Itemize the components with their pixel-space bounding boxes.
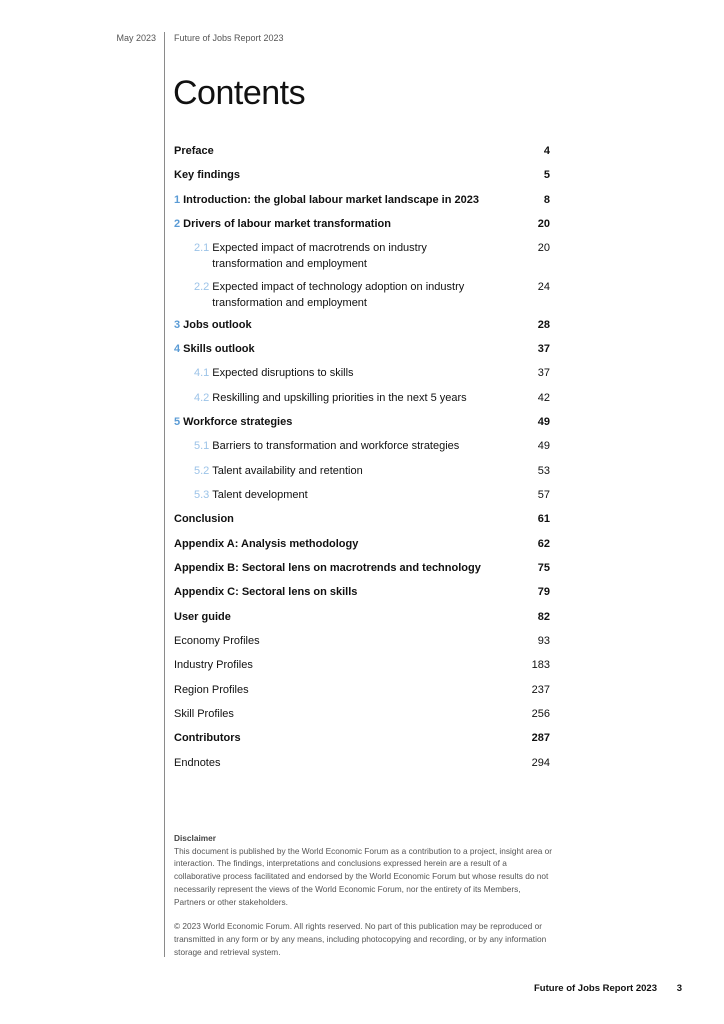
toc-entry-text: Reskilling and upskilling priorities in the next 5 years [212,392,467,404]
toc-entry-label [174,730,241,746]
toc-entry-page: 75 [537,562,550,574]
toc-entry-label [174,706,234,722]
toc-entry[interactable] [174,279,550,311]
toc-entry-number: 4.2 [194,392,210,404]
toc-entry-label [174,609,231,625]
toc-entry-number: 4.1 [194,367,210,379]
toc-entry-label [174,560,481,576]
toc-entry[interactable] [174,609,550,625]
toc-entry-text: Key findings [174,169,241,181]
toc-entry-label [194,240,494,272]
toc-entry-text: Appendix A: Analysis methodology [174,538,359,550]
toc-entry-number: 5 [174,416,181,428]
toc-entry-page: 82 [537,611,550,623]
toc-entry-page: 93 [537,635,550,647]
toc-entry-label [174,584,357,600]
toc-entry-page: 8 [543,194,550,206]
toc-entry-text: Appendix C: Sectoral lens on skills [174,586,358,598]
toc-entry-page: 4 [543,145,550,157]
toc-entry-number: 2.1 [194,242,210,254]
page-title: Contents [173,74,306,112]
toc-entry-label [174,511,234,527]
toc-entry-number: 5.2 [194,465,210,477]
toc-entry-number: 5.1 [194,440,210,452]
toc-entry-label [194,365,494,381]
toc-entry[interactable] [174,487,550,503]
toc-entry-label [174,192,479,208]
toc-entry-page: 79 [537,586,550,598]
toc-entry-text: Contributors [174,732,241,744]
footer-page-number: 3 [676,983,682,994]
toc-entry[interactable] [174,682,550,698]
toc-entry-page: 37 [537,343,550,355]
toc-entry-label [174,755,220,771]
toc-entry-page: 237 [531,684,550,696]
toc-entry[interactable] [174,143,550,159]
toc-entry-label [174,414,292,430]
toc-entry-page: 287 [531,732,550,744]
toc-entry-text: Introduction: the global labour market landscape in 2023 [183,194,479,206]
header-date: May 2023 [116,33,156,43]
toc-entry-number: 2.2 [194,281,210,293]
toc-entry-number: 2 [174,218,181,230]
toc-entry[interactable] [174,365,550,381]
toc-entry-text: Talent availability and retention [212,465,363,477]
toc-entry[interactable] [174,584,550,600]
toc-entry[interactable] [174,706,550,722]
toc-entry[interactable] [174,536,550,552]
toc-entry-label [174,536,358,552]
toc-entry-page: 24 [537,281,550,293]
toc-entry-text: Jobs outlook [183,319,252,331]
toc-entry[interactable] [174,317,550,333]
toc-entry-text: Barriers to transformation and workforce strategies [212,440,460,452]
toc-entry-label [194,463,494,479]
toc-entry-text: Preface [174,145,214,157]
toc-entry-number: 5.3 [194,489,210,501]
toc-entry-page: 5 [543,169,550,181]
toc-entry-page: 28 [537,319,550,331]
toc-entry-page: 53 [537,465,550,477]
toc-entry-page: 42 [537,392,550,404]
toc-entry[interactable] [174,216,550,232]
toc-entry-number: 1 [174,194,181,206]
toc-entry-label [174,143,214,159]
toc-entry-text: Economy Profiles [174,635,260,647]
toc-entry[interactable] [174,633,550,649]
toc-entry-page: 256 [531,708,550,720]
toc-entry[interactable] [174,341,550,357]
toc-entry-label [194,438,494,454]
toc-entry-page: 20 [537,242,550,254]
toc-entry-text: Endnotes [174,757,221,769]
toc-entry-label [174,216,391,232]
toc-entry[interactable] [174,560,550,576]
toc-entry-text: Workforce strategies [183,416,293,428]
toc-entry-text: Talent development [212,489,308,501]
toc-entry-label [174,657,253,673]
toc-entry[interactable] [174,511,550,527]
toc-entry[interactable] [174,390,550,406]
toc-entry-text: Expected impact of technology adoption on industry transformation and employment [212,281,465,309]
disclaimer-body: This document is published by the World Economic Forum as a contribution to a project, insight area or interaction. The findings, interpretations and conclusions expressed herein are a result of a collaborative process facilitated and endorsed by the World Economic Forum but whose results do not necessarily represent the views of the World Economic Forum, nor the entirety of its Members, Partners or other stakeholders. [174,845,553,907]
toc-entry[interactable] [174,240,550,272]
toc-entry-text: Skill Profiles [174,708,234,720]
toc-entry-page: 183 [531,659,550,671]
toc-entry[interactable] [174,730,550,746]
toc-entry-label [174,682,249,698]
toc-entry[interactable] [174,167,550,183]
footer-report-title: Future of Jobs Report 2023 [534,983,657,994]
toc-entry-text: Expected disruptions to skills [212,367,354,379]
toc-entry-label [174,167,240,183]
toc-entry-text: Appendix B: Sectoral lens on macrotrends and technology [174,562,481,574]
toc-entry-page: 294 [531,757,550,769]
toc-entry-page: 20 [537,218,550,230]
toc-entry[interactable] [174,755,550,771]
toc-entry-page: 62 [537,538,550,550]
toc-entry[interactable] [174,414,550,430]
toc-entry[interactable] [174,657,550,673]
toc-entry[interactable] [174,438,550,454]
toc-entry-page: 61 [537,513,550,525]
toc-entry-number: 4 [174,343,181,355]
toc-entry-label [194,390,494,406]
copyright-notice: © 2023 World Economic Forum. All rights reserved. No part of this publication may be reproduced or transmitted in any form or by any means, including photocopying and recording, or by any information storage and retrieval system. [174,921,547,957]
toc-entry-page: 57 [537,489,550,501]
toc-entry-text: Industry Profiles [174,659,253,671]
toc-entry-page: 37 [537,367,550,379]
toc-entry-text: User guide [174,611,231,623]
toc-entry[interactable] [174,463,550,479]
toc-entry-label [174,317,252,333]
header-report-title: Future of Jobs Report 2023 [174,33,284,43]
toc-entry-label [194,487,494,503]
toc-entry-label [174,341,255,357]
vertical-divider [164,32,165,957]
toc-entry-text: Skills outlook [183,343,255,355]
toc-entry-number: 3 [174,319,181,331]
toc-entry-page: 49 [537,440,550,452]
toc-entry[interactable] [174,192,550,208]
toc-entry-text: Drivers of labour market transformation [183,218,391,230]
toc-entry-text: Expected impact of macrotrends on industry transformation and employment [212,242,427,270]
disclaimer-title: Disclaimer [174,833,216,843]
toc-entry-text: Region Profiles [174,684,249,696]
toc-entry-text: Conclusion [174,513,234,525]
toc-entry-label [174,633,260,649]
toc-entry-label [194,279,494,311]
toc-entry-page: 49 [537,416,550,428]
disclaimer [174,832,554,958]
